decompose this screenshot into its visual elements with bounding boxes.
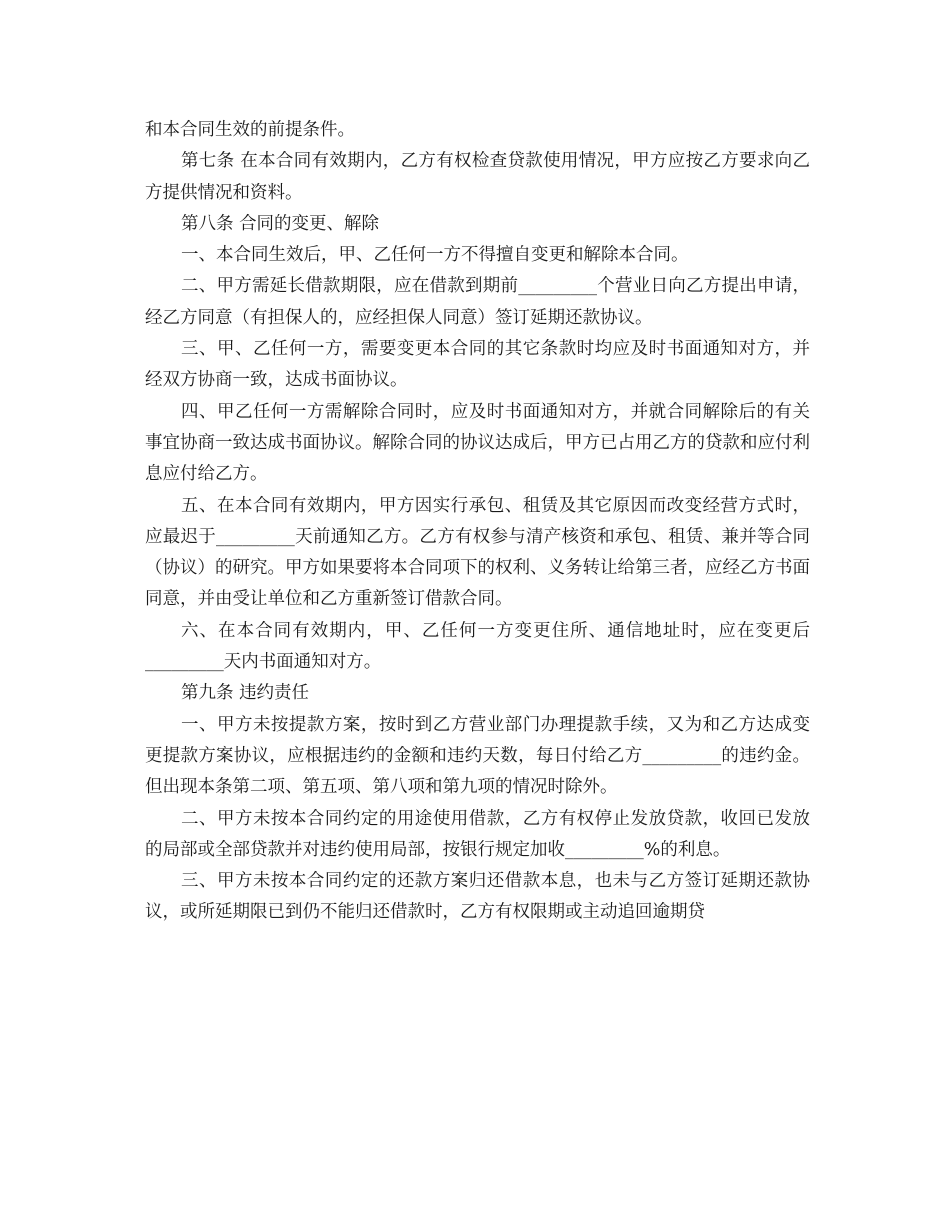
document-body bbox=[145, 115, 810, 929]
article-9-heading: 第九条 违约责任 bbox=[181, 683, 310, 704]
article-8-item-4: 四、甲乙任何一方需解除合同时，应及时书面通知对方，并就合同解除后的有关事宜协商一致达成书面协议。解除合同的协议达成后，甲方已占用乙方的贷款和应付利息应付给乙方。 bbox=[145, 401, 810, 485]
article-9-item-2: 二、甲方未按本合同约定的用途使用借款，乙方有权停止发放贷款，收回已发放的局部或全部贷款并对违约使用局部，按银行规定加收_________%的利息。 bbox=[145, 808, 810, 860]
article-7: 第七条 在本合同有效期内，乙方有权检查贷款使用情况，甲方应按乙方要求向乙方提供情况和资料。 bbox=[145, 151, 810, 203]
article-8-item-5: 五、在本合同有效期内，甲方因实行承包、租赁及其它原因而改变经营方式时，应最迟于_________天前通知乙方。乙方有权参与清产核资和承包、租赁、兼并等合同（协议）的研究。甲方如果要将本合同项下的权利、义务转让给第三者，应经乙方书面同意，并由受让单位和乙方重新签订借款合同。 bbox=[145, 495, 810, 610]
article-8-item-1: 一、本合同生效后，甲、乙任何一方不得擅自变更和解除本合同。 bbox=[181, 245, 689, 266]
article-9-item-1: 一、甲方未按提款方案，按时到乙方营业部门办理提款手续，又为和乙方达成变更提款方案协议，应根据违约的金额和违约天数，每日付给乙方_________的违约金。但出现本条第二项、第五项、第八项和第九项的情况时除外。 bbox=[145, 714, 810, 798]
article-8-item-3: 三、甲、乙任何一方，需要变更本合同的其它条款时均应及时书面通知对方，并经双方协商一致，达成书面协议。 bbox=[145, 339, 810, 391]
article-8-item-6: 六、在本合同有效期内，甲、乙任何一方变更住所、通信地址时，应在变更后_________天内书面通知对方。 bbox=[145, 620, 810, 673]
article-8-item-2: 二、甲方需延长借款期限，应在借款到期前_________个营业日向乙方提出申请，经乙方同意（有担保人的，应经担保人同意）签订延期还款协议。 bbox=[145, 276, 810, 328]
article-8-heading: 第八条 合同的变更、解除 bbox=[181, 213, 380, 234]
article-9-item-3: 三、甲方未按本合同约定的还款方案归还借款本息，也未与乙方签订延期还款协议，或所延期限已到仍不能归还借款时，乙方有权限期或主动追回逾期贷 bbox=[145, 871, 810, 923]
paragraph-1: 和本合同生效的前提条件。 bbox=[145, 120, 355, 140]
